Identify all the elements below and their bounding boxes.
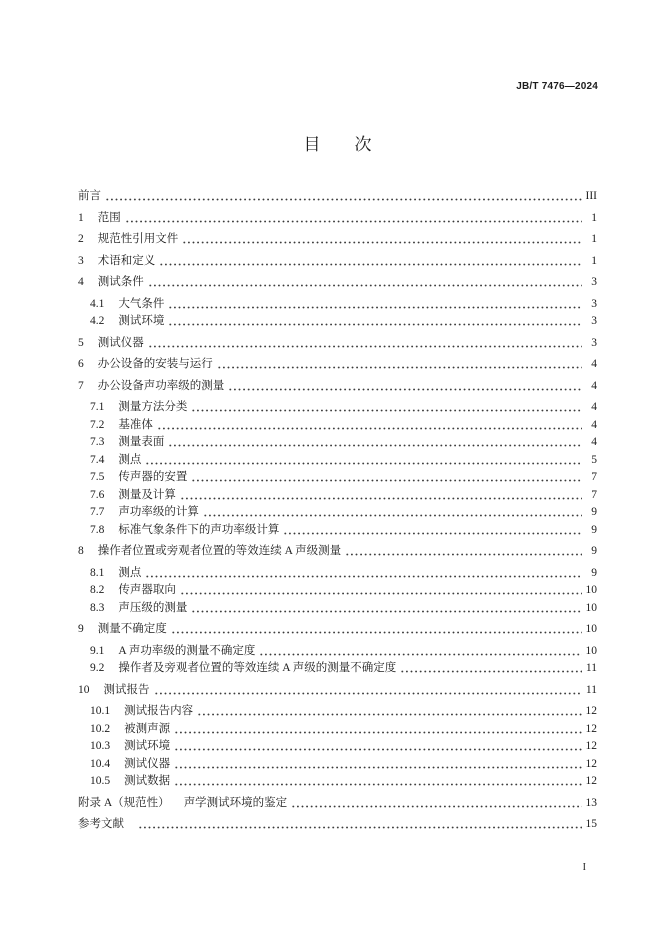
toc-entry-page: 11	[585, 662, 597, 674]
toc-entry-label: 传声器的安置	[118, 471, 188, 483]
toc-entry-page: 9	[591, 523, 597, 536]
standard-code-header: JB/T 7476—2024	[516, 81, 598, 92]
toc-entry-label: 测量不确定度	[97, 623, 167, 635]
toc-entry-label: 测试数据	[124, 775, 171, 787]
toc-entry-page: 9	[591, 566, 597, 579]
toc-entry-label: 声学测试环境的鉴定	[183, 796, 288, 809]
toc-entry	[78, 356, 597, 374]
toc-entry-number: 7.8	[90, 523, 105, 536]
toc-entry	[78, 682, 597, 700]
toc-leader-dots	[217, 356, 582, 374]
toc-entry-number: 10.2	[90, 722, 111, 735]
toc-entry-label: 办公设备声功率级的测量	[97, 379, 225, 392]
toc-entry	[78, 417, 597, 435]
toc-entry-number: 4.1	[90, 297, 105, 310]
toc-entry	[78, 434, 597, 452]
toc-entry-label: 测试环境	[124, 740, 171, 752]
toc-entry-page: 5	[591, 453, 597, 466]
toc-entry-label: 测试条件	[97, 276, 144, 288]
toc-leader-dots	[400, 660, 582, 678]
toc-entry-number: 7.4	[90, 453, 105, 466]
toc-leader-dots	[138, 816, 582, 834]
toc-entry-label: 测量及计算	[118, 488, 176, 501]
toc-entry-page: 3	[591, 297, 597, 310]
toc-entry-number: 7	[78, 379, 84, 392]
toc-entry-number: 7.1	[90, 401, 105, 413]
toc-entry-label: 声压级的测量	[118, 601, 188, 614]
toc-entry-label: 操作者位置或旁观者位置的等效连续 A 声级测量	[97, 545, 342, 557]
toc-entry-number: 7.6	[90, 488, 105, 501]
toc-leader-dots	[145, 565, 582, 583]
toc-entry-label: 测试报告	[103, 683, 150, 696]
toc-entry-page: 3	[591, 315, 597, 327]
toc-entry	[78, 452, 597, 470]
toc-entry-number: 4	[78, 276, 84, 288]
toc-entry-label: 规范性引用文件	[97, 233, 179, 245]
toc-entry-number: 附录 A（规范性）	[78, 796, 170, 809]
toc-entry-label: 大气条件	[118, 297, 165, 310]
toc-entry-page: 4	[591, 418, 597, 431]
toc-entry-page: 12	[585, 740, 597, 752]
toc-leader-dots	[203, 504, 582, 522]
toc-leader-dots	[182, 231, 582, 249]
toc-leader-dots	[157, 417, 582, 435]
page-title: 目 次	[303, 135, 372, 155]
toc-entry-number: 9.2	[90, 662, 105, 674]
toc-entry-page: 10	[585, 623, 597, 635]
toc-entry-label: 声功率级的计算	[118, 506, 199, 518]
toc-entry-number: 10.3	[90, 740, 111, 752]
toc-entry-page: 12	[585, 705, 597, 717]
toc-entry	[78, 399, 597, 417]
toc-entry-number: 4.2	[90, 315, 105, 327]
toc-entry-number: 10.5	[90, 775, 111, 787]
toc-entry-page: 12	[585, 775, 597, 787]
toc-leader-dots	[180, 487, 582, 505]
toc-leader-dots	[191, 399, 582, 417]
toc-entry-label: 测点	[118, 566, 142, 579]
toc-entry	[78, 565, 597, 583]
toc-entry-page: 11	[585, 683, 597, 696]
toc-entry-label: A 声功率级的测量不确定度	[118, 644, 256, 657]
toc-leader-dots	[259, 643, 582, 661]
toc-entry-label: 测试仪器	[124, 757, 171, 770]
toc-entry-page: 9	[591, 506, 597, 518]
toc-leader-dots	[191, 469, 582, 487]
toc-entry-label: 测试报告内容	[124, 705, 194, 717]
toc-entry	[78, 621, 597, 639]
toc-entry-number: 7.7	[90, 506, 105, 518]
toc-entry-label: 标准气象条件下的声功率级计算	[118, 523, 280, 536]
toc-entry-label: 术语和定义	[97, 254, 156, 267]
toc-entry-number: 8.3	[90, 601, 105, 614]
toc-entry-number: 1	[78, 211, 84, 224]
toc-leader-dots	[174, 773, 582, 791]
toc-entry-label: 操作者及旁观者位置的等效连续 A 声级的测量不确定度	[118, 662, 397, 674]
toc-leader-dots	[148, 335, 582, 353]
toc-entry-label: 范围	[97, 211, 121, 224]
toc-entry-page: III	[585, 190, 597, 202]
toc-entry-number: 7.3	[90, 436, 105, 448]
toc-entry	[78, 600, 597, 618]
toc-entry-number: 3	[78, 254, 84, 267]
toc-entry	[78, 188, 597, 206]
toc-entry-page: 10	[585, 644, 597, 657]
toc-leader-dots	[159, 253, 582, 271]
toc-leader-dots	[171, 621, 582, 639]
toc-entry	[78, 582, 597, 600]
toc-entry-label: 被测声源	[124, 722, 171, 735]
toc-entry-page: 4	[591, 379, 597, 392]
toc-entry-page: 3	[591, 336, 597, 349]
toc-entry-page: 1	[591, 211, 597, 224]
toc-entry-page: 3	[591, 276, 597, 288]
toc-entry-label: 测试环境	[118, 315, 165, 327]
toc-entry-page: 12	[585, 757, 597, 770]
toc-entry-page: 15	[585, 818, 597, 830]
toc-entry	[78, 643, 597, 661]
toc-entry-number: 9.1	[90, 644, 105, 657]
toc-leader-dots	[105, 188, 582, 206]
toc-entry	[78, 487, 597, 505]
toc-entry	[78, 721, 597, 739]
toc-entry-page: 13	[585, 796, 597, 809]
toc-leader-dots	[197, 703, 582, 721]
toc-entry-number: 8	[78, 545, 84, 557]
toc-entry-number: 8.2	[90, 584, 105, 596]
page-number: I	[582, 862, 586, 873]
toc-entry	[78, 313, 597, 331]
toc-entry-label: 前言	[78, 190, 101, 202]
toc-entry-number: 7.2	[90, 418, 105, 431]
toc-entry-number: 5	[78, 336, 84, 349]
toc-leader-dots	[168, 313, 582, 331]
toc-leader-dots	[174, 756, 582, 774]
toc-leader-dots	[174, 738, 582, 756]
toc-entry	[78, 773, 597, 791]
toc-entry-number: 9	[78, 623, 84, 635]
toc-entry-label: 测量表面	[118, 436, 165, 448]
toc-entry-label: 测点	[118, 453, 142, 466]
toc-entry-page: 1	[591, 254, 597, 267]
toc-entry-page: 10	[585, 584, 597, 596]
toc-leader-dots	[145, 452, 582, 470]
toc-entry-page: 4	[591, 401, 597, 413]
toc-leader-dots	[283, 522, 582, 540]
toc-entry	[78, 231, 597, 249]
toc-leader-dots	[168, 296, 582, 314]
toc-entry-number: 2	[78, 233, 84, 245]
toc-entry-label: 办公设备的安装与运行	[97, 358, 213, 370]
toc-entry	[78, 296, 597, 314]
toc-entry	[78, 543, 597, 561]
toc-entry	[78, 378, 597, 396]
toc-leader-dots	[154, 682, 583, 700]
toc-entry	[78, 253, 597, 271]
toc-entry	[78, 756, 597, 774]
toc-entry-number: 7.5	[90, 471, 105, 483]
toc-entry	[78, 274, 597, 292]
toc-leader-dots	[148, 274, 582, 292]
toc-entry-page: 4	[591, 358, 597, 370]
toc-entry-label: 测试仪器	[97, 336, 144, 349]
toc-entry	[78, 795, 597, 813]
toc-entry	[78, 210, 597, 228]
toc-entry-page: 12	[585, 722, 597, 735]
toc-entry	[78, 335, 597, 353]
toc-entry-page: 7	[591, 471, 597, 483]
toc-leader-dots	[345, 543, 582, 561]
toc-leader-dots	[168, 434, 582, 452]
toc-entry-number: 10.1	[90, 705, 111, 717]
toc-entry-page: 10	[585, 601, 597, 614]
toc-leader-dots	[180, 582, 582, 600]
toc-leader-dots	[191, 600, 582, 618]
toc-entry-page: 9	[591, 545, 597, 557]
table-of-contents	[78, 184, 597, 838]
toc-entry-number: 10.4	[90, 757, 111, 770]
toc-entry-number: 8.1	[90, 566, 105, 579]
toc-entry-page: 7	[591, 488, 597, 501]
toc-entry	[78, 703, 597, 721]
toc-entry	[78, 738, 597, 756]
toc-entry-label: 参考文献	[78, 818, 124, 830]
toc-entry	[78, 522, 597, 540]
toc-entry-number: 10	[78, 683, 90, 696]
toc-entry-page: 4	[591, 436, 597, 448]
toc-entry	[78, 816, 597, 834]
toc-entry	[78, 504, 597, 522]
toc-leader-dots	[125, 210, 582, 228]
toc-entry	[78, 660, 597, 678]
toc-entry-number: 6	[78, 358, 84, 370]
toc-leader-dots	[174, 721, 582, 739]
toc-entry-label: 测量方法分类	[118, 401, 188, 413]
toc-entry	[78, 469, 597, 487]
toc-leader-dots	[228, 378, 582, 396]
toc-entry-label: 传声器取向	[118, 584, 176, 596]
toc-entry-page: 1	[591, 233, 597, 245]
toc-entry-label: 基准体	[118, 418, 153, 431]
toc-leader-dots	[291, 795, 582, 813]
